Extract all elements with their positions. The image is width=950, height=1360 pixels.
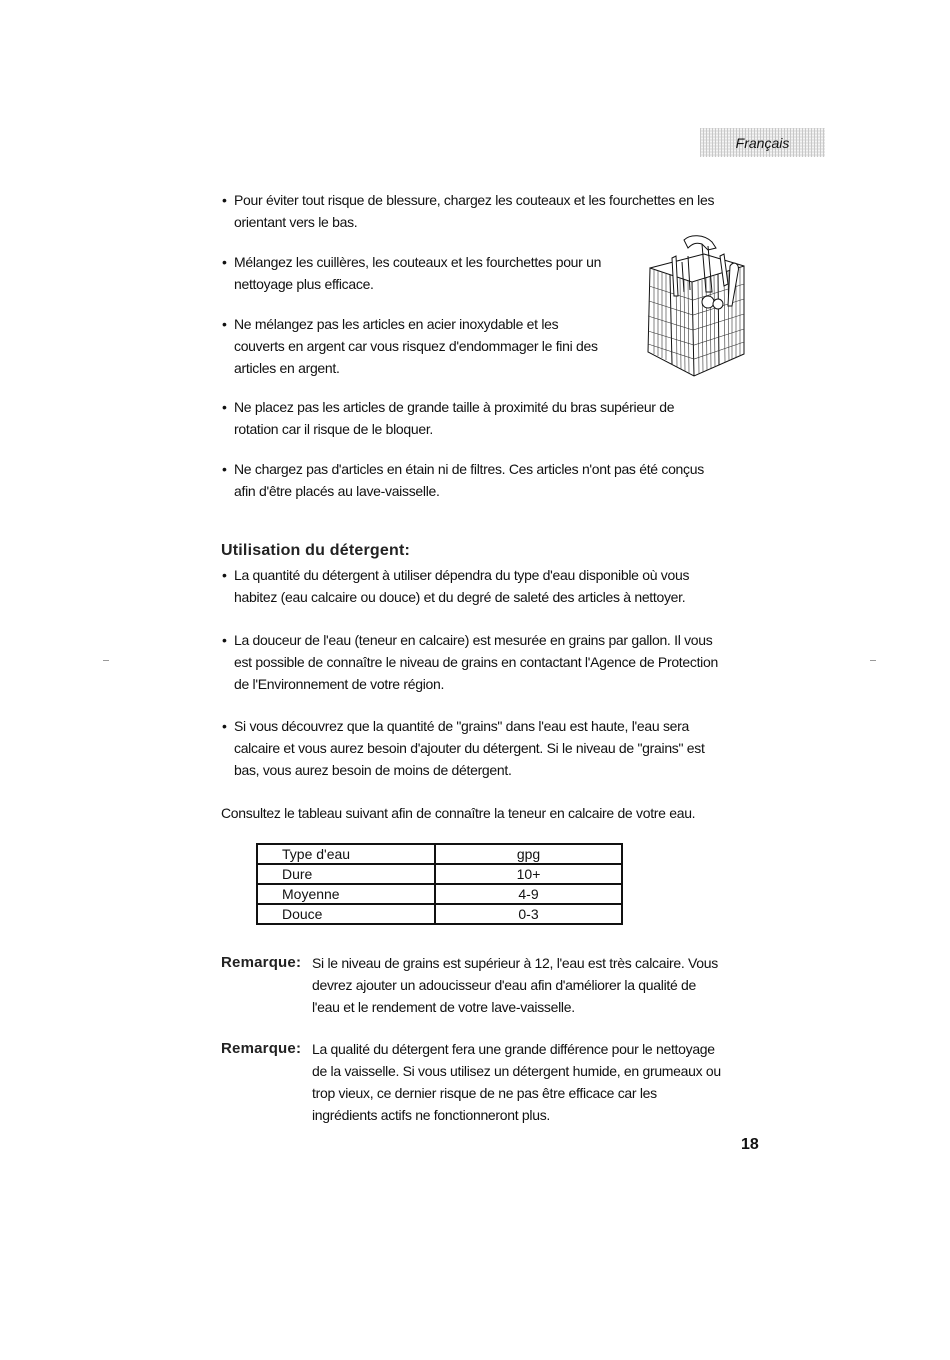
bullet-line: Ne mélangez pas les articles en acier inoxydable et les bbox=[234, 316, 559, 332]
bullet-dot: • bbox=[222, 567, 227, 583]
remark-block bbox=[221, 1038, 762, 1126]
bullet-line: nettoyage plus efficace. bbox=[234, 276, 374, 292]
bullet-line: afin d'être placés au lave-vaisselle. bbox=[234, 483, 440, 499]
bullet-dot: • bbox=[222, 316, 227, 332]
bullet-line: Si vous découvrez que la quantité de "grains" dans l'eau est haute, l'eau sera bbox=[234, 718, 689, 734]
bullet-line: de l'Environnement de votre région. bbox=[234, 676, 445, 692]
bullet-line: rotation car il risque de le bloquer. bbox=[234, 421, 434, 437]
bullet-item bbox=[222, 458, 704, 502]
table-cell: Douce bbox=[257, 904, 435, 924]
remark-label: Remarque: bbox=[221, 954, 302, 971]
bullet-item bbox=[222, 564, 689, 608]
bullet-line: bas, vous aurez besoin de moins de détergent. bbox=[234, 762, 512, 778]
table-header-row bbox=[257, 844, 622, 864]
language-label: Français bbox=[735, 134, 790, 151]
silverware-basket-icon bbox=[632, 226, 757, 381]
bullet-line: La quantité du détergent à utiliser dépendra du type d'eau disponible où vous bbox=[234, 567, 690, 583]
bullet-dot: • bbox=[222, 718, 227, 734]
bullet-dot: • bbox=[222, 399, 227, 415]
section-title: Utilisation du détergent: bbox=[221, 542, 410, 559]
language-tab bbox=[700, 128, 825, 157]
table-header-cell: Type d'eau bbox=[257, 844, 435, 864]
remark-block bbox=[221, 952, 762, 1018]
bullet-line: habitez (eau calcaire ou douce) et du degré de saleté des articles à nettoyer. bbox=[234, 589, 686, 605]
bullet-line: articles en argent. bbox=[234, 360, 340, 376]
table-row bbox=[257, 864, 622, 884]
bullet-item bbox=[222, 396, 674, 440]
bullet-line: Ne placez pas les articles de grande taille à proximité du bras supérieur de bbox=[234, 399, 675, 415]
bullet-item bbox=[222, 251, 601, 295]
bullet-line: Ne chargez pas d'articles en étain ni de filtres. Ces articles n'ont pas été conçus bbox=[234, 461, 704, 477]
table-row bbox=[257, 904, 622, 924]
remark-line: trop vieux, ce dernier risque de ne pas être efficace car les bbox=[312, 1085, 657, 1101]
margin-mark bbox=[870, 660, 876, 661]
bullet-line: Pour éviter tout risque de blessure, chargez les couteaux et les fourchettes en les bbox=[234, 192, 715, 208]
bullet-item bbox=[222, 313, 598, 379]
water-hardness-table bbox=[256, 843, 623, 925]
table-cell: Moyenne bbox=[257, 884, 435, 904]
remark-line: La qualité du détergent fera une grande différence pour le nettoyage bbox=[312, 1041, 715, 1057]
bullet-line: Mélangez les cuillères, les couteaux et les fourchettes pour un bbox=[234, 254, 602, 270]
bullet-dot: • bbox=[222, 632, 227, 648]
table-cell: 0-3 bbox=[435, 904, 622, 924]
bullet-line: orientant vers le bas. bbox=[234, 214, 358, 230]
page-number: 18 bbox=[741, 1136, 759, 1153]
bullet-item bbox=[222, 629, 718, 695]
remark-line: l'eau et le rendement de votre lave-vaisselle. bbox=[312, 999, 575, 1015]
bullet-line: est possible de connaître le niveau de grains en contactant l'Agence de Protection bbox=[234, 654, 718, 670]
remark-label: Remarque: bbox=[221, 1040, 302, 1057]
bullet-item bbox=[222, 715, 705, 781]
table-intro: Consultez le tableau suivant afin de connaître la teneur en calcaire de votre eau. bbox=[221, 805, 696, 821]
remark-line: de la vaisselle. Si vous utilisez un détergent humide, en grumeaux ou bbox=[312, 1063, 721, 1079]
remark-line: ingrédients actifs ne fonctionneront plus. bbox=[312, 1107, 550, 1123]
table-cell: 10+ bbox=[435, 864, 622, 884]
bullet-line: La douceur de l'eau (teneur en calcaire) est mesurée en grains par gallon. Il vous bbox=[234, 632, 713, 648]
bullet-dot: • bbox=[222, 192, 227, 208]
table-header-cell: gpg bbox=[435, 844, 622, 864]
margin-mark bbox=[103, 660, 109, 661]
bullet-dot: • bbox=[222, 461, 227, 477]
table-cell: 4-9 bbox=[435, 884, 622, 904]
bullet-line: calcaire et vous aurez besoin d'ajouter du détergent. Si le niveau de "grains" est bbox=[234, 740, 705, 756]
remark-line: Si le niveau de grains est supérieur à 12, l'eau est très calcaire. Vous bbox=[312, 955, 718, 971]
bullet-dot: • bbox=[222, 254, 227, 270]
bullet-line: couverts en argent car vous risquez d'endommager le fini des bbox=[234, 338, 598, 354]
table-row bbox=[257, 884, 622, 904]
table-cell: Dure bbox=[257, 864, 435, 884]
remark-line: devrez ajouter un adoucisseur d'eau afin d'améliorer la qualité de bbox=[312, 977, 697, 993]
